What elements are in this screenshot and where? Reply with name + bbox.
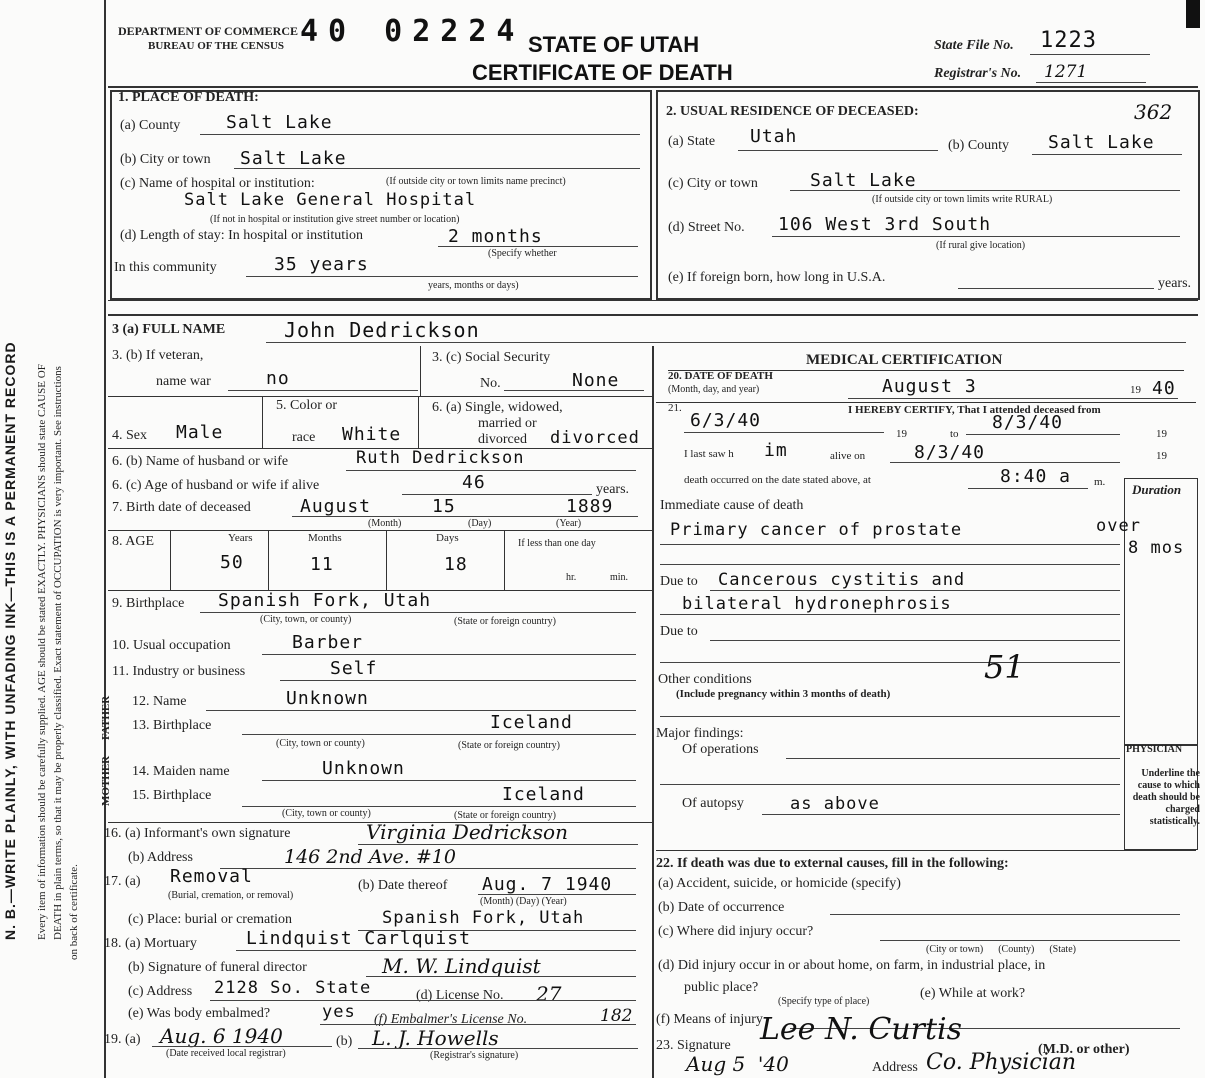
war-label: name war — [156, 374, 211, 389]
residence-street-label: (d) Street No. — [668, 220, 745, 235]
registrar-signature: L. J. Howells — [372, 1026, 499, 1050]
age-days-header: Days — [436, 532, 459, 544]
major-findings-label: Major findings: — [656, 726, 744, 741]
registrar-date-caption: (Date received local registrar) — [166, 1048, 286, 1059]
residence-street-note: (If rural give location) — [936, 240, 1026, 251]
informant-signature: Virginia Dedrickson — [366, 820, 568, 844]
attended-to-label: to — [950, 428, 959, 440]
informant-label: 16. (a) Informant's own signature — [104, 826, 291, 841]
license-label: (d) License No. — [416, 988, 504, 1003]
due-to-1-label: Due to — [660, 574, 698, 589]
full-name-value: John Dedrickson — [284, 318, 480, 342]
duration-value-2: 8 mos — [1128, 538, 1185, 558]
residence-city-label: (c) City or town — [668, 176, 758, 191]
age-hr: hr. — [566, 572, 577, 583]
state-file-label: State File No. — [934, 38, 1014, 53]
foreign-label: (e) If foreign born, how long in U.S.A. — [668, 270, 886, 285]
father-label: FATHER — [100, 695, 112, 740]
birth-month: August — [300, 496, 372, 517]
external-d-2: public place? — [684, 980, 759, 995]
margin-instructions-1: Every item of information should be carefully supplied. AGE should be stated EXACTLY. PHYSICIANS should state CAUSE OF — [36, 364, 48, 940]
certificate-number-stamp: 40 02224 — [300, 14, 525, 49]
cert-text: I HEREBY CERTIFY, That I attended deceased from — [848, 404, 1101, 416]
age-label: 8. AGE — [112, 534, 154, 549]
md-label: (M.D. or other) — [1038, 1042, 1130, 1057]
registrar-label: Registrar's No. — [934, 66, 1022, 81]
embalmer-label: (f) Embalmer's License No. — [374, 1012, 528, 1027]
external-a: (a) Accident, suicide, or homicide (specify) — [658, 876, 901, 891]
veteran-label: 3. (b) If veteran, — [112, 348, 204, 363]
stay-note: (Specify whether — [488, 248, 557, 259]
spouse-label: 6. (b) Name of husband or wife — [112, 454, 289, 469]
race-value: White — [342, 424, 402, 445]
external-e: (e) While at work? — [920, 986, 1026, 1001]
birth-date-label: 7. Birth date of deceased — [112, 500, 251, 515]
residence-county-value: Salt Lake — [1048, 132, 1155, 153]
age-min: min. — [610, 572, 629, 583]
death-time-m: m. — [1094, 476, 1106, 488]
physician-address: Co. Physician — [926, 1050, 1077, 1075]
removal-caption: (Burial, cremation, or removal) — [168, 890, 294, 901]
registrar-number: 1271 — [1044, 62, 1088, 82]
disposition-date-value: Aug. 7 1940 — [482, 874, 613, 895]
residence-state-value: Utah — [750, 126, 798, 147]
birth-month-caption: (Month) — [368, 518, 402, 529]
birthplace-value: Spanish Fork, Utah — [218, 590, 432, 611]
operations-label: Of operations — [682, 742, 759, 757]
bureau-label: BUREAU OF THE CENSUS — [148, 40, 285, 52]
mother-birthplace-value: Iceland — [502, 784, 585, 805]
removal-label: 17. (a) — [104, 874, 141, 889]
hospital-label: (c) Name of hospital or institution: — [120, 176, 315, 191]
autopsy-value: as above — [790, 794, 880, 814]
other-conditions-caption: (Include pregnancy within 3 months of death) — [676, 688, 891, 700]
external-b: (b) Date of occurrence — [658, 900, 785, 915]
registrar-sig-label: (b) — [336, 1034, 353, 1049]
physician-signature: Lee N. Curtis — [760, 1012, 963, 1047]
state-file-number: 1223 — [1040, 28, 1097, 53]
industry-value: Self — [330, 658, 378, 679]
dod-caption: (Month, day, and year) — [668, 384, 760, 395]
residence-county-label: (b) County — [948, 138, 1010, 153]
dod-year: 40 — [1152, 378, 1176, 399]
external-f: (f) Means of injury — [656, 1012, 763, 1027]
residence-city-note: (If outside city or town limits write RURAL) — [872, 194, 1053, 205]
mother-label: MOTHER — [100, 755, 112, 806]
embalmed-value: yes — [322, 1002, 356, 1022]
marital-label-3: divorced — [478, 432, 527, 447]
community-note: years, months or days) — [428, 280, 519, 291]
state-heading: STATE OF UTAH — [528, 32, 700, 57]
alive-label: alive on — [830, 450, 866, 462]
immediate-cause-value: Primary cancer of prostate — [670, 520, 963, 540]
age-years-header: Years — [228, 532, 253, 544]
place-county-value: Salt Lake — [226, 112, 333, 133]
due-to-2-label: Due to — [660, 624, 698, 639]
mother-name-label: 14. Maiden name — [132, 764, 230, 779]
death-time: 8:40 a — [1000, 466, 1072, 487]
industry-label: 11. Industry or business — [112, 664, 246, 679]
alive-value: 8/3/40 — [914, 442, 986, 463]
father-birthplace-label: 13. Birthplace — [132, 718, 212, 733]
marital-value: divorced — [550, 428, 640, 448]
war-value: no — [266, 368, 290, 389]
attended-to: 8/3/40 — [992, 412, 1064, 433]
burial-place-value: Spanish Fork, Utah — [382, 908, 585, 928]
registrar-date-label: 19. (a) — [104, 1032, 141, 1047]
attended-19b: 19 — [1156, 428, 1167, 440]
community-label: In this community — [114, 260, 217, 275]
ss-label: 3. (c) Social Security — [432, 350, 551, 365]
spouse-age-label: 6. (c) Age of husband or wife if alive — [112, 478, 320, 493]
other-conditions-label: Other conditions — [658, 672, 752, 687]
margin-instructions-3: on back of certificate. — [68, 864, 80, 960]
signature-date: Aug 5 '40 — [686, 1052, 789, 1076]
alive-19: 19 — [1156, 450, 1167, 462]
mother-birthplace-label: 15. Birthplace — [132, 788, 212, 803]
age-less-header: If less than one day — [518, 538, 596, 549]
marital-label-2: married or — [478, 416, 537, 431]
margin-instructions-2: DEATH in plain terms, so that it may be properly classified. Exact statement of OCCUPATION is very important. See instructions — [52, 366, 64, 940]
director-signature: M. W. Lindquist — [382, 954, 541, 978]
license-value: 27 — [536, 982, 562, 1006]
immediate-cause-label: Immediate cause of death — [660, 498, 804, 513]
informant-address-value: 146 2nd Ave. #10 — [284, 846, 456, 868]
mortuary-label: 18. (a) Mortuary — [104, 936, 197, 951]
residence-city-value: Salt Lake — [810, 170, 917, 191]
disposition-date-caption: (Month) (Day) (Year) — [480, 896, 567, 907]
embalmed-label: (e) Was body embalmed? — [128, 1006, 271, 1021]
place-city-value: Salt Lake — [240, 148, 347, 169]
hospital-sub-note: (If not in hospital or institution give street number or location) — [210, 214, 460, 225]
father-name-label: 12. Name — [132, 694, 187, 709]
autopsy-label: Of autopsy — [682, 796, 744, 811]
underline-note: Underline the cause to which death should be charged statistically. — [1132, 768, 1200, 827]
mother-name-value: Unknown — [322, 758, 405, 779]
stay-label: (d) Length of stay: In hospital or institution — [120, 228, 364, 243]
birth-day-caption: (Day) — [468, 518, 492, 529]
full-name-label: 3 (a) FULL NAME — [112, 322, 226, 337]
corner-note: 362 — [1134, 100, 1173, 124]
cert-number: 21. — [668, 402, 682, 414]
duration-header: Duration — [1132, 482, 1182, 497]
external-heading: 22. If death was due to external causes, fill in the following: — [656, 856, 1009, 871]
age-months-header: Months — [308, 532, 342, 544]
spouse-age-unit: years. — [596, 482, 630, 497]
occupation-label: 10. Usual occupation — [112, 638, 231, 653]
embalmer-value: 182 — [600, 1006, 633, 1026]
spouse-age-value: 46 — [462, 472, 486, 493]
external-d: (d) Did injury occur in or about home, on farm, in industrial place, in — [658, 958, 1046, 973]
other-conditions-mark: 51 — [984, 648, 1025, 686]
age-years-value: 50 — [220, 552, 244, 573]
medical-heading: MEDICAL CERTIFICATION — [806, 352, 1003, 368]
external-d-caption: (Specify type of place) — [778, 996, 870, 1007]
birthplace-city-caption: (City, town, or county) — [260, 614, 352, 625]
mortuary-address-value: 2128 So. State — [214, 978, 372, 998]
due-to-1-value-2: bilateral hydronephrosis — [682, 594, 952, 614]
place-city-label: (b) City or town — [120, 152, 211, 167]
hospital-value: Salt Lake General Hospital — [184, 190, 477, 210]
birth-day: 15 — [432, 496, 456, 517]
birthplace-label: 9. Birthplace — [112, 596, 185, 611]
informant-address-label: (b) Address — [128, 850, 193, 865]
mother-city-caption: (City, town or county) — [282, 808, 371, 819]
father-name-value: Unknown — [286, 688, 369, 709]
mortuary-address-label: (c) Address — [128, 984, 193, 999]
ss-value: None — [572, 370, 620, 391]
dod-value: August 3 — [882, 376, 977, 397]
birthplace-state-caption: (State or foreign country) — [454, 616, 556, 627]
mother-state-caption: (State or foreign country) — [454, 810, 556, 821]
director-label: (b) Signature of funeral director — [128, 960, 307, 975]
spouse-value: Ruth Dedrickson — [356, 448, 525, 468]
registrar-date-value: Aug. 6 1940 — [160, 1024, 283, 1048]
residence-street-value: 106 West 3rd South — [778, 214, 992, 235]
age-days-value: 18 — [444, 554, 468, 575]
color-label: 5. Color or — [276, 398, 338, 413]
father-state-caption: (State or foreign country) — [458, 740, 560, 751]
birth-year: 1889 — [566, 496, 614, 517]
community-value: 35 years — [274, 254, 369, 275]
dept-label: DEPARTMENT OF COMMERCE — [118, 24, 299, 38]
burial-place-label: (c) Place: burial or cremation — [128, 912, 293, 927]
margin-warning: N. B.—WRITE PLAINLY, WITH UNFADING INK—THIS IS A PERMANENT RECORD — [2, 341, 18, 940]
hospital-note: (If outside city or town limits name precinct) — [386, 176, 566, 187]
duration-value-1: over — [1096, 516, 1141, 536]
occurred-label: death occurred on the date stated above, at — [684, 474, 871, 486]
marital-label-1: 6. (a) Single, widowed, — [432, 400, 563, 415]
dod-prefix: 19 — [1130, 384, 1141, 396]
occupation-value: Barber — [292, 632, 364, 653]
external-c: (c) Where did injury occur? — [658, 924, 814, 939]
sex-value: Male — [176, 422, 224, 443]
place-county-label: (a) County — [120, 118, 181, 133]
age-months-value: 11 — [310, 554, 334, 575]
registrar-sig-caption: (Registrar's signature) — [430, 1050, 519, 1061]
residence-state-label: (a) State — [668, 134, 716, 149]
last-saw-label: I last saw h — [684, 448, 734, 460]
signature-label: 23. Signature — [656, 1038, 731, 1053]
birth-year-caption: (Year) — [556, 518, 582, 529]
due-to-1-value: Cancerous cystitis and — [718, 570, 966, 590]
physician-tag: PHYSICIAN — [1126, 744, 1183, 755]
certificate-title: CERTIFICATE OF DEATH — [472, 60, 733, 85]
father-city-caption: (City, town or county) — [276, 738, 365, 749]
sex-label: 4. Sex — [112, 428, 147, 443]
father-birthplace-value: Iceland — [490, 712, 573, 733]
external-c-caption: (City or town) (County) (State) — [926, 944, 1076, 955]
foreign-unit: years. — [1158, 276, 1192, 291]
dod-label: 20. DATE OF DEATH — [668, 370, 773, 382]
stay-value: 2 months — [448, 226, 543, 247]
removal-value: Removal — [170, 866, 253, 887]
attended-from: 6/3/40 — [690, 410, 762, 431]
race-label: race — [292, 430, 316, 445]
mortuary-value: Lindquist Carlquist — [246, 928, 471, 949]
attended-19a: 19 — [896, 428, 907, 440]
disposition-date-label: (b) Date thereof — [358, 878, 448, 893]
residence-heading: 2. USUAL RESIDENCE OF DECEASED: — [666, 104, 919, 119]
last-saw-value: im — [764, 440, 788, 461]
physician-address-label: Address — [872, 1060, 918, 1075]
place-heading: 1. PLACE OF DEATH: — [118, 90, 259, 105]
ss-no-label: No. — [480, 376, 501, 391]
